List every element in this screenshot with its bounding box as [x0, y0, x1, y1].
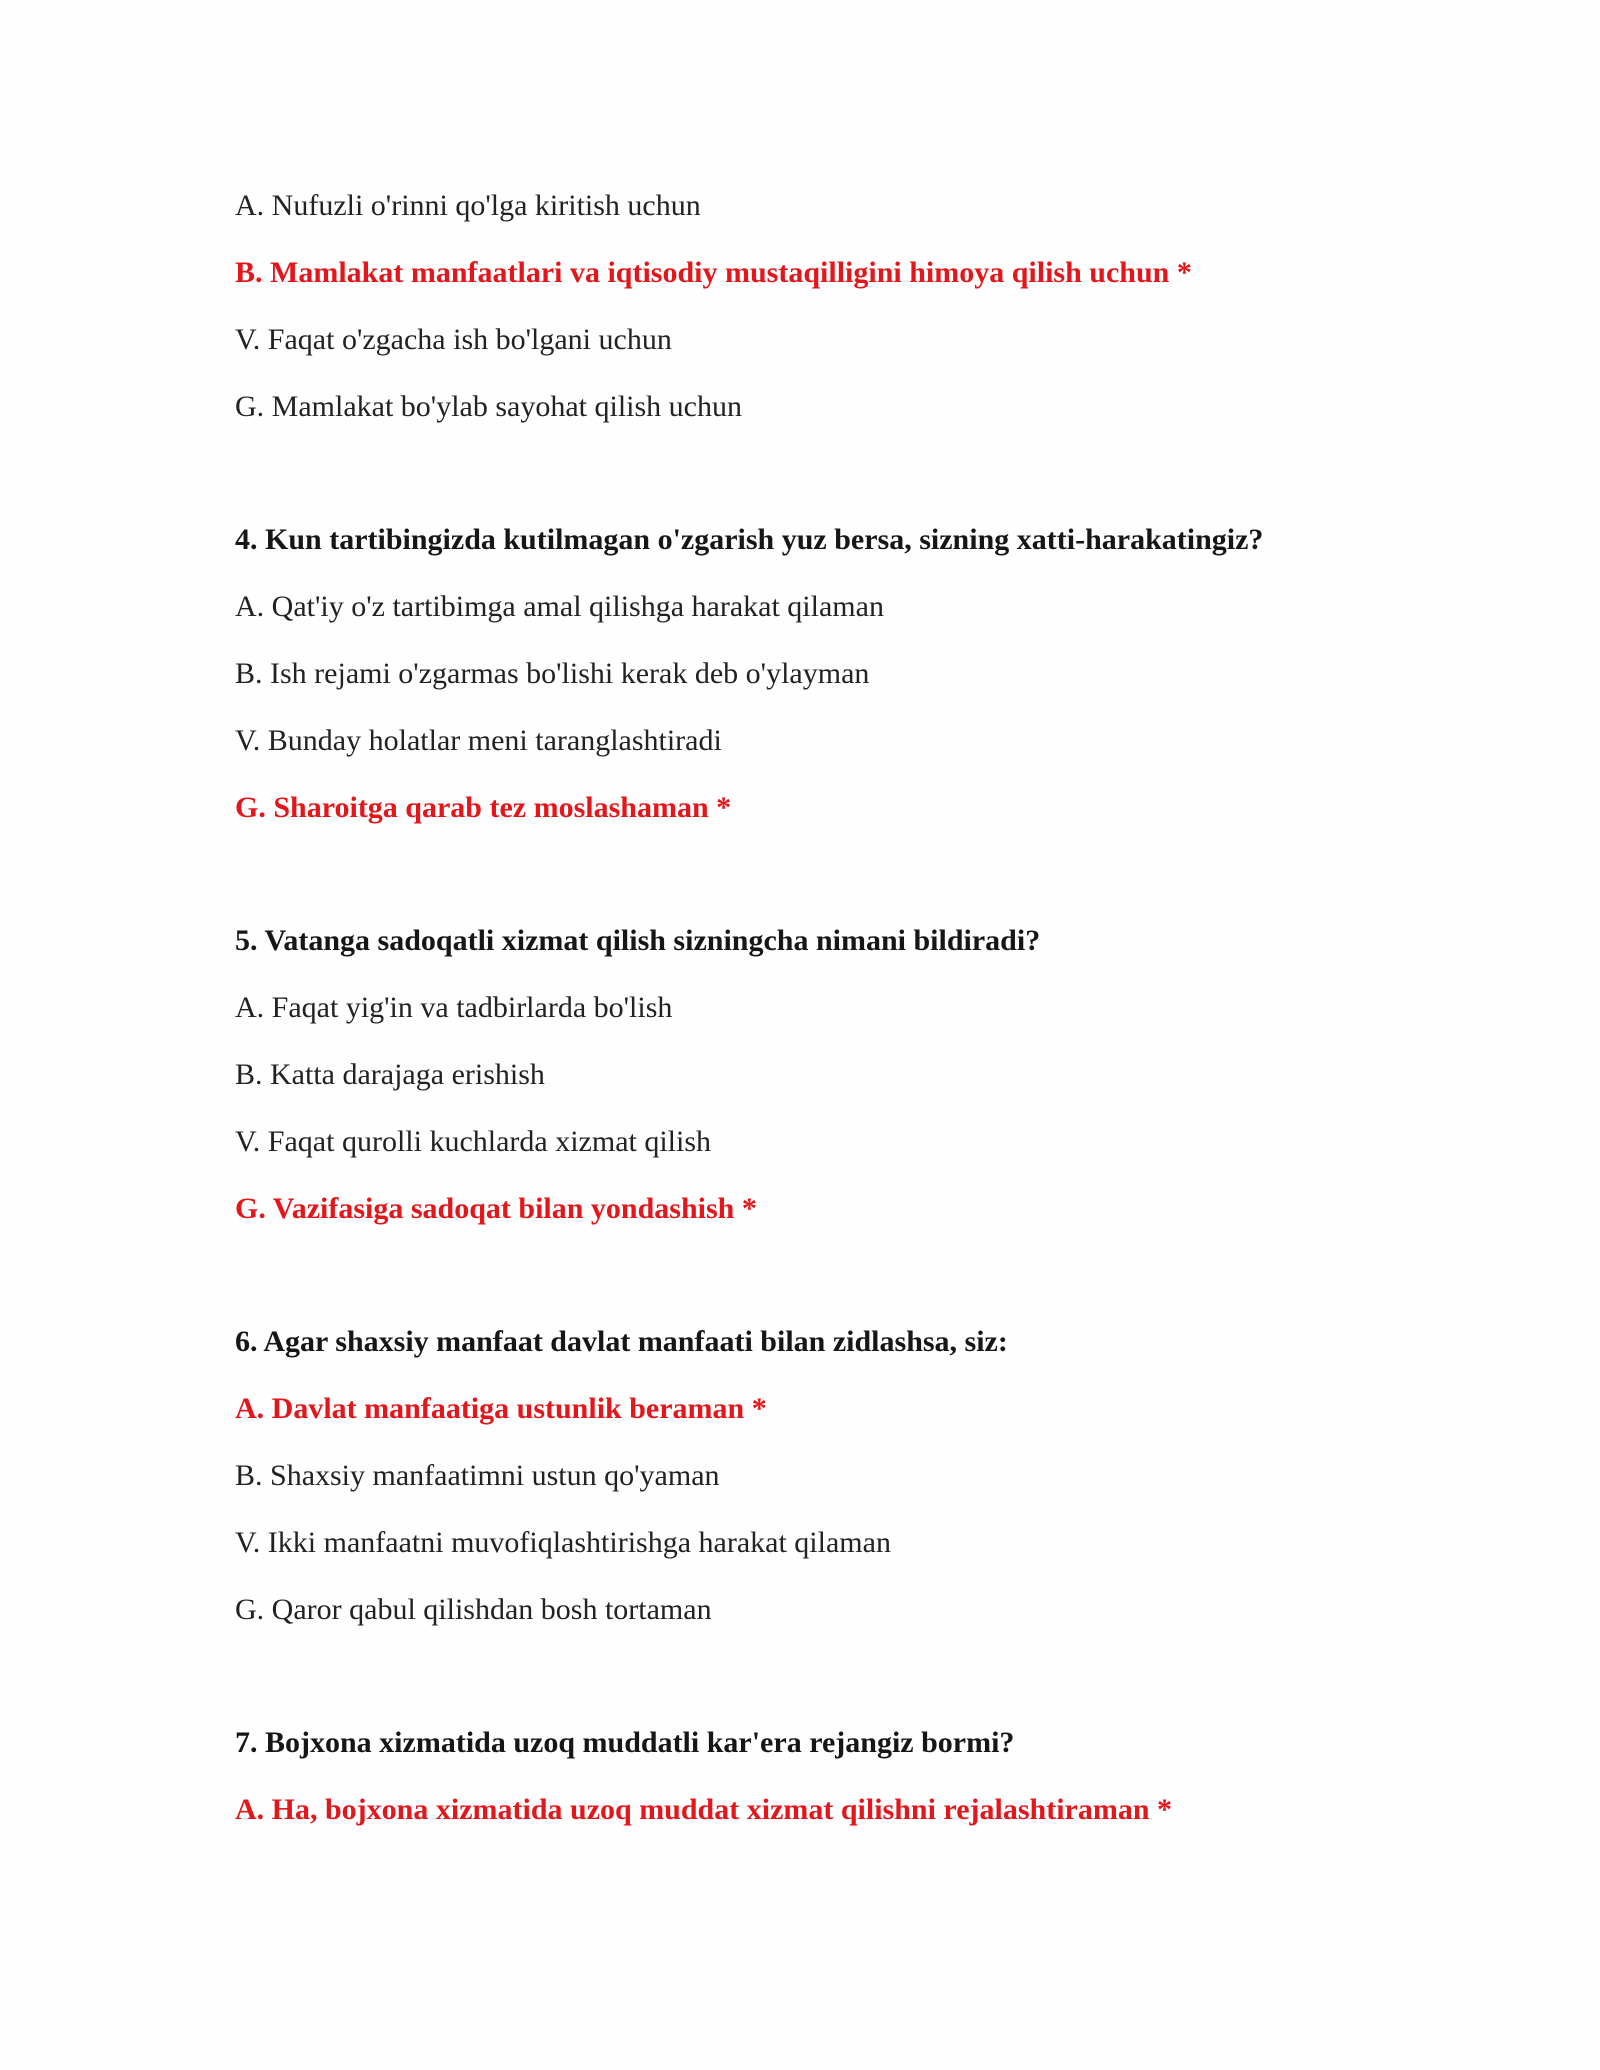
q5-question: 5. Vatanga sadoqatli xizmat qilish sizningcha nimani bildiradi?: [235, 924, 1041, 957]
q5-option-b: B. Katta darajaga erishish: [235, 1058, 545, 1091]
q5-option-a: A. Faqat yig'in va tadbirlarda bo'lish: [235, 991, 673, 1024]
q3-option-b-correct: B. Mamlakat manfaatlari va iqtisodiy mustaqilligini himoya qilish uchun *: [235, 256, 1192, 289]
q6-option-b: B. Shaxsiy manfaatimni ustun qo'yaman: [235, 1459, 720, 1492]
q7-question: 7. Bojxona xizmatida uzoq muddatli kar'era rejangiz bormi?: [235, 1726, 1015, 1759]
q6-option-a-correct: A. Davlat manfaatiga ustunlik beraman *: [235, 1392, 767, 1425]
q4-option-g-correct: G. Sharoitga qarab tez moslashaman *: [235, 791, 732, 824]
q4-question: 4. Kun tartibingizda kutilmagan o'zgarish yuz bersa, sizning xatti-harakatingiz?: [235, 523, 1264, 556]
q6-option-g: G. Qaror qabul qilishdan bosh tortaman: [235, 1593, 712, 1626]
q4-option-b: B. Ish rejami o'zgarmas bo'lishi kerak deb o'ylayman: [235, 657, 870, 690]
q3-option-v: V. Faqat o'zgacha ish bo'lgani uchun: [235, 323, 672, 356]
q7-option-a-correct: A. Ha, bojxona xizmatida uzoq muddat xizmat qilishni rejalashtiraman *: [235, 1793, 1173, 1826]
q3-option-a: A. Nufuzli o'rinni qo'lga kiritish uchun: [235, 189, 701, 222]
q4-option-v: V. Bunday holatlar meni taranglashtiradi: [235, 724, 722, 757]
q3-option-g: G. Mamlakat bo'ylab sayohat qilish uchun: [235, 390, 742, 423]
q6-question: 6. Agar shaxsiy manfaat davlat manfaati bilan zidlashsa, siz:: [235, 1325, 1008, 1358]
q5-option-v: V. Faqat qurolli kuchlarda xizmat qilish: [235, 1125, 712, 1158]
q4-option-a: A. Qat'iy o'z tartibimga amal qilishga harakat qilaman: [235, 590, 884, 623]
q6-option-v: V. Ikki manfaatni muvofiqlashtirishga harakat qilaman: [235, 1526, 891, 1559]
q5-option-g-correct: G. Vazifasiga sadoqat bilan yondashish *: [235, 1192, 757, 1225]
